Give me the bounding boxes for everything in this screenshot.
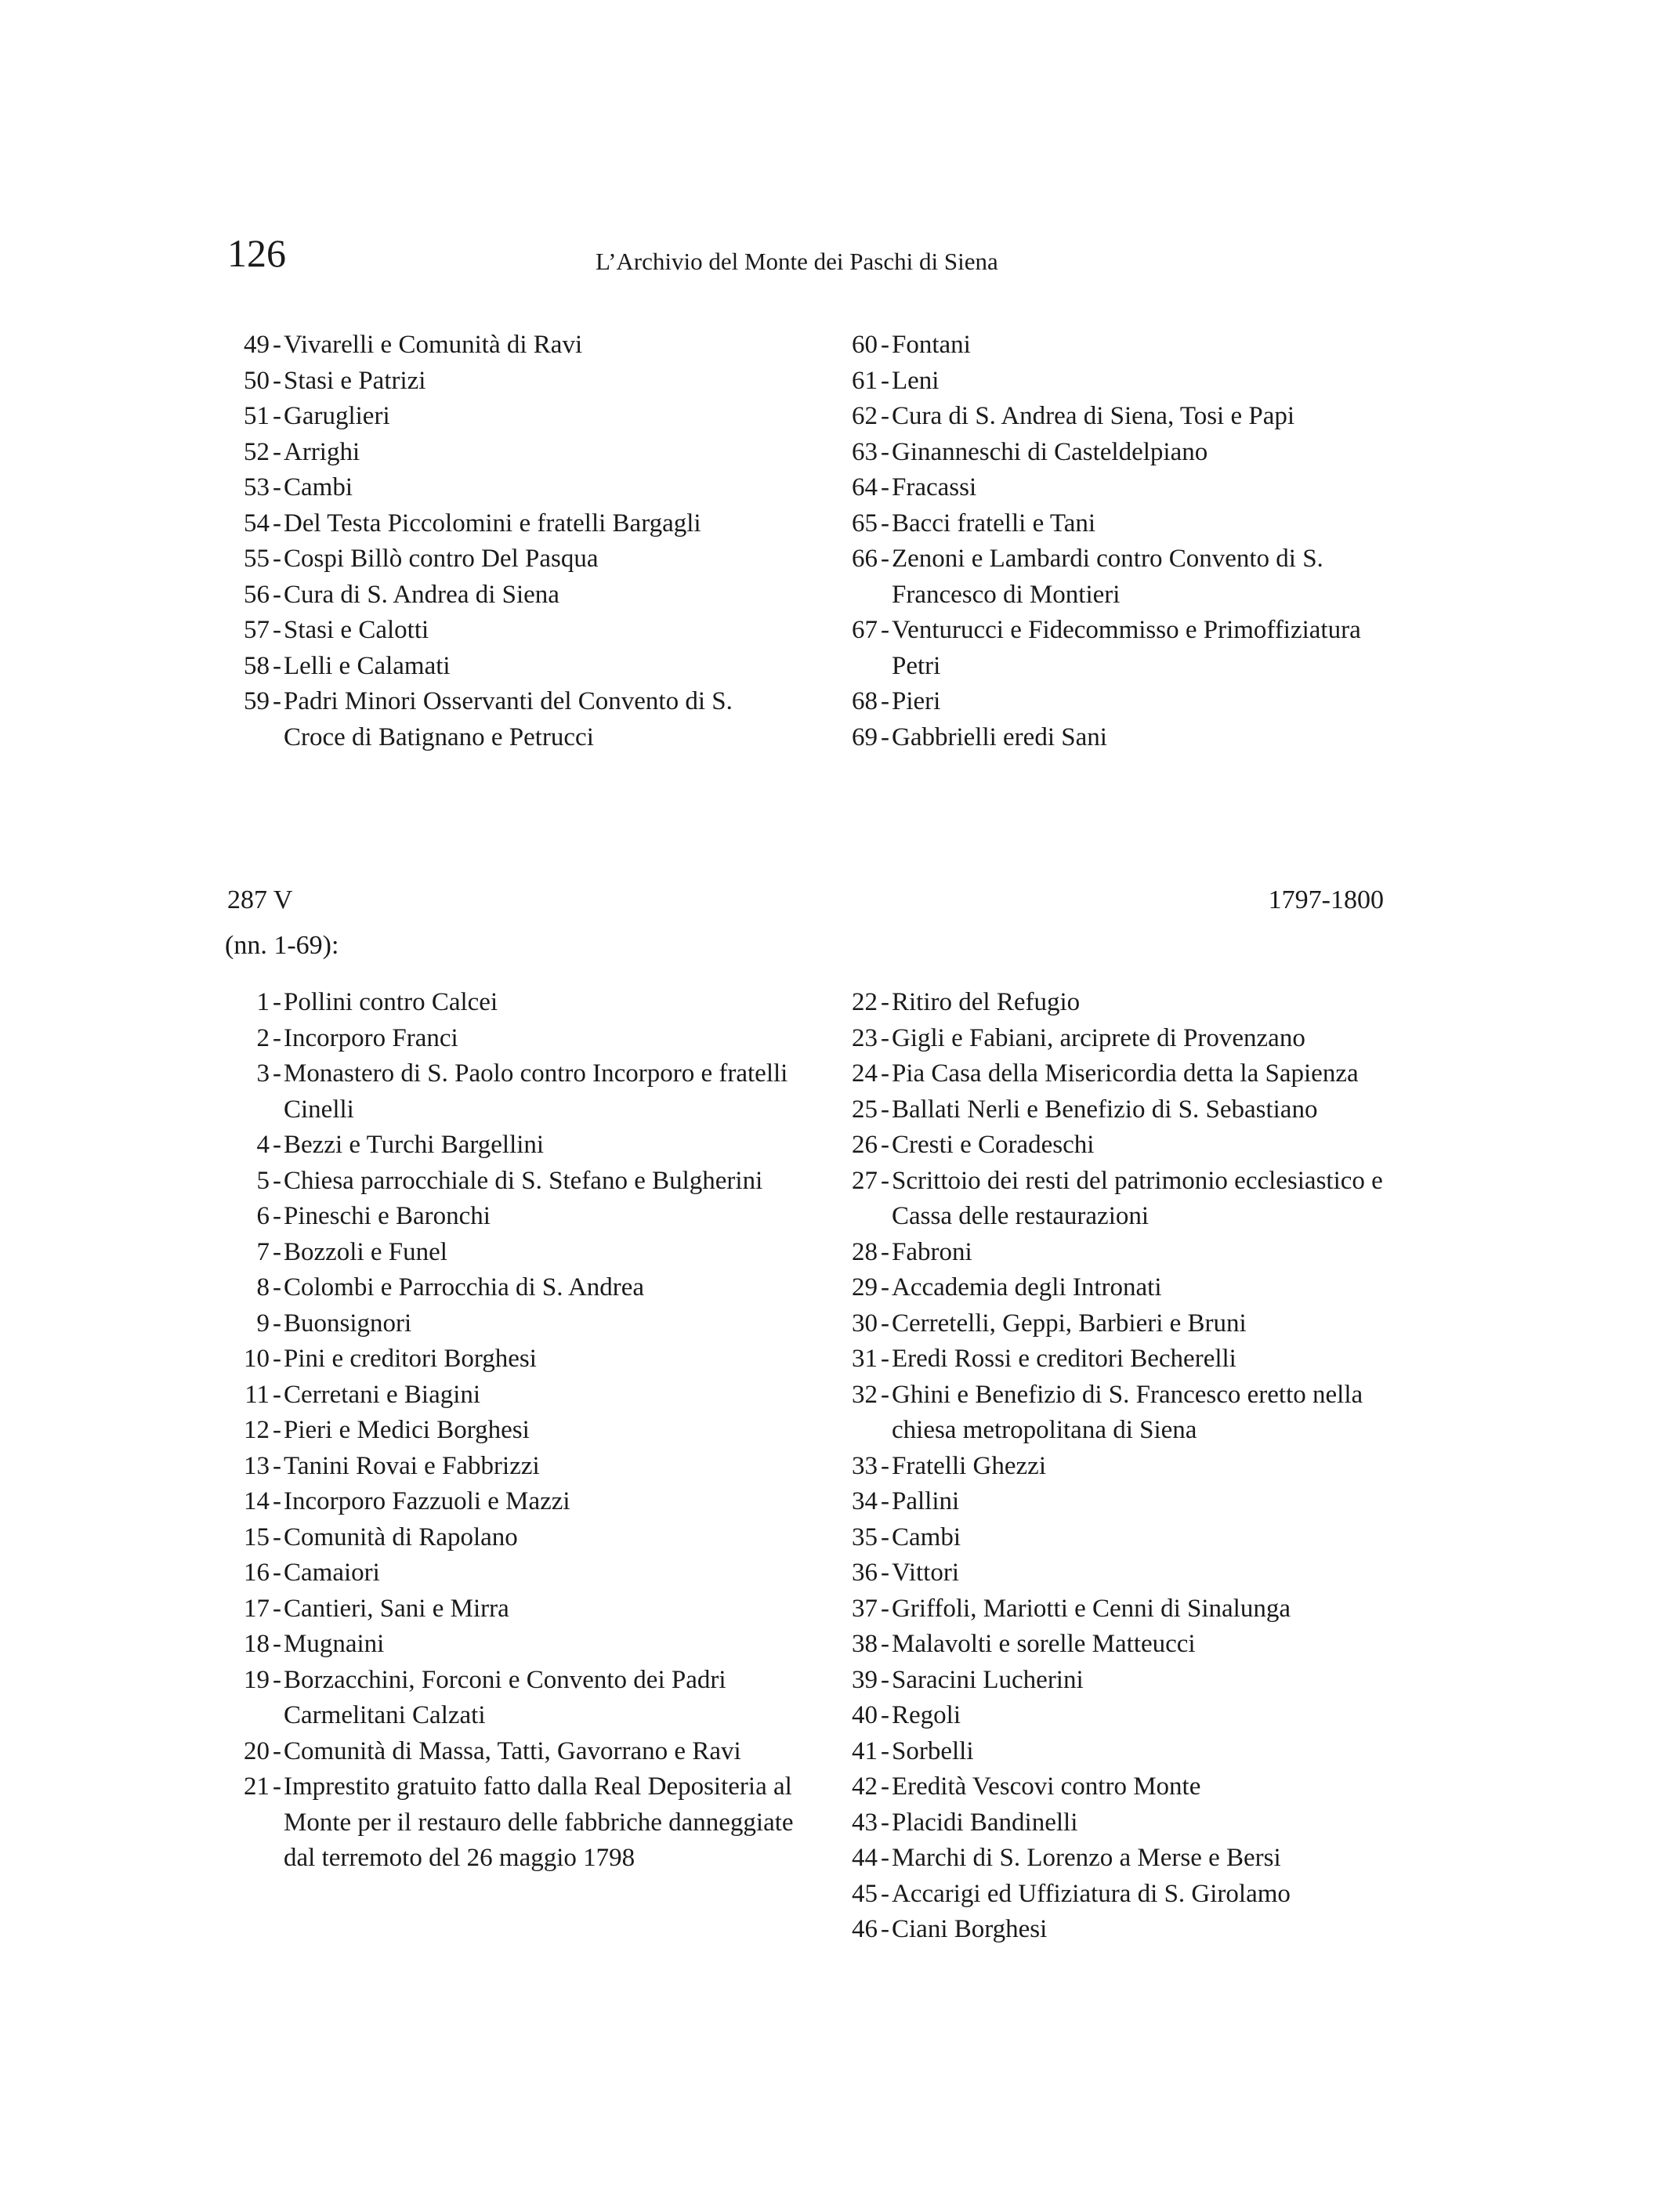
item-dash: - [881,1487,889,1515]
item-number: 17 [244,1594,270,1623]
list-item [227,1769,799,1877]
item-number: 7 [256,1237,270,1266]
list-item [227,541,799,577]
item-dash: - [273,988,281,1016]
item-dash: - [273,1059,281,1088]
item-text: Vivarelli e Comunità di Ravi [284,331,583,359]
item-number: 67 [852,616,878,644]
item-text: Lelli e Calamati [284,651,451,680]
item-text: Venturucci e Fidecommisso e Primoffiziatura Petri [892,616,1361,680]
item-dash: - [273,331,281,359]
item-text: Griffoli, Mariotti e Cenni di Sinalunga [892,1594,1291,1623]
item-text: Fabroni [892,1237,972,1266]
item-number: 27 [852,1166,878,1195]
item-text: Ginanneschi di Casteldelpiano [892,437,1208,466]
item-dash: - [273,1023,281,1052]
item-dash: - [881,722,889,751]
item-dash: - [881,1915,889,1943]
item-text: Pieri e Medici Borghesi [284,1416,530,1444]
list-item [835,1734,1415,1770]
item-number: 6 [256,1202,270,1230]
item-number: 9 [256,1309,270,1338]
item-number: 23 [852,1023,878,1052]
item-text: Cantieri, Sani e Mirra [284,1594,509,1623]
item-dash: - [881,1772,889,1801]
item-text: Colombi e Parrocchia di S. Andrea [284,1273,645,1302]
list-item [227,1021,799,1057]
item-number: 12 [244,1416,270,1444]
item-number: 21 [244,1772,270,1801]
list-item [835,1555,1415,1591]
item-number: 41 [852,1736,878,1765]
list-item [835,1270,1415,1306]
list-item [835,1341,1415,1378]
item-text: Comunità di Massa, Tatti, Gavorrano e Ravi [284,1736,741,1765]
item-dash: - [273,545,281,573]
item-number: 15 [244,1522,270,1551]
item-dash: - [881,1309,889,1338]
item-number: 46 [852,1915,878,1943]
item-dash: - [881,509,889,538]
list-item [227,470,799,506]
item-dash: - [273,1559,281,1587]
bottom-list-right-column [835,985,1415,1948]
item-text: Cambi [892,1522,961,1551]
item-dash: - [273,1202,281,1230]
item-text: Cambi [284,473,353,501]
item-text: Incorporo Franci [284,1023,458,1052]
item-number: 3 [256,1059,270,1088]
list-item [835,1449,1415,1485]
item-dash: - [273,402,281,430]
list-item [227,649,799,685]
item-text: Gabbrielli eredi Sani [892,722,1107,751]
list-item [835,1056,1415,1092]
item-number: 45 [852,1879,878,1908]
list-item [227,1341,799,1378]
list-item [835,1021,1415,1057]
item-number: 44 [852,1844,878,1872]
item-text: Fontani [892,331,971,359]
item-number: 66 [852,545,878,573]
item-text: Borzacchini, Forconi e Convento dei Padri Carmelitani Calzati [284,1665,726,1729]
list-item [835,1378,1415,1449]
item-text: Regoli [892,1701,961,1729]
item-number: 65 [852,509,878,538]
item-dash: - [273,616,281,644]
item-text: Cerretani e Biagini [284,1380,481,1409]
item-dash: - [273,1630,281,1658]
list-item [835,1306,1415,1342]
item-number: 16 [244,1559,270,1587]
bottom-list-left-column [227,985,799,1877]
item-dash: - [273,580,281,609]
item-text: Saracini Lucherini [892,1665,1084,1694]
top-list-left-column [227,328,799,755]
list-item [227,1734,799,1770]
item-dash: - [881,988,889,1016]
item-text: Tanini Rovai e Fabbrizzi [284,1451,540,1480]
item-number: 32 [852,1380,878,1409]
item-text: Pia Casa della Misericordia detta la Sapienza [892,1059,1359,1088]
item-number: 54 [244,509,270,538]
item-text: Bacci fratelli e Tani [892,509,1096,538]
top-list-right-column [835,328,1415,755]
list-item [227,1484,799,1520]
item-dash: - [881,1273,889,1302]
item-number: 22 [852,988,878,1016]
item-dash: - [273,651,281,680]
list-item [227,1520,799,1556]
item-text: Ghini e Benefizio di S. Francesco eretto nella chiesa metropolitana di Siena [892,1380,1363,1444]
item-number: 5 [256,1166,270,1195]
item-text: Pineschi e Baronchi [284,1202,491,1230]
item-dash: - [881,1630,889,1658]
list-item [835,399,1415,435]
item-text: Bezzi e Turchi Bargellini [284,1131,545,1159]
item-number: 2 [256,1023,270,1052]
list-item [835,1912,1415,1948]
item-number: 36 [852,1559,878,1587]
item-dash: - [881,1844,889,1872]
page-number: 126 [227,231,286,275]
item-dash: - [881,331,889,359]
item-text: Zenoni e Lambardi contro Convento di S. Francesco di Montieri [892,545,1323,609]
item-dash: - [881,1451,889,1480]
item-text: Placidi Bandinelli [892,1808,1078,1837]
item-text: Comunità di Rapolano [284,1522,518,1551]
item-dash: - [881,437,889,466]
item-dash: - [273,1380,281,1409]
item-dash: - [881,1131,889,1159]
list-item [227,1128,799,1164]
item-text: Arrighi [284,437,360,466]
list-item [835,1627,1415,1663]
item-dash: - [881,616,889,644]
item-text: Accarigi ed Uffiziatura di S. Girolamo [892,1879,1291,1908]
item-number: 13 [244,1451,270,1480]
item-number: 64 [852,473,878,501]
item-number: 59 [244,687,270,715]
item-text: Bozzoli e Funel [284,1237,447,1266]
item-number: 19 [244,1665,270,1694]
list-item [227,1663,799,1734]
list-item [227,1449,799,1485]
item-number: 39 [852,1665,878,1694]
item-number: 40 [852,1701,878,1729]
item-number: 1 [256,988,270,1016]
item-dash: - [881,1808,889,1837]
item-text: Buonsignori [284,1309,412,1338]
item-text: Stasi e Calotti [284,616,429,644]
list-item [835,1698,1415,1734]
list-item [227,684,799,755]
item-dash: - [881,1059,889,1088]
item-text: Eredità Vescovi contro Monte [892,1772,1201,1801]
list-item [227,1306,799,1342]
item-text: Stasi e Patrizi [284,366,426,395]
item-number: 4 [256,1131,270,1159]
item-text: Pieri [892,687,941,715]
item-text: Pallini [892,1487,960,1515]
item-text: Monastero di S. Paolo contro Incorporo e fratelli Cinelli [284,1059,788,1124]
item-text: Cresti e Coradeschi [892,1131,1095,1159]
list-item [227,985,799,1021]
item-dash: - [273,1309,281,1338]
list-item [227,1555,799,1591]
item-dash: - [881,1665,889,1694]
item-text: Del Testa Piccolomini e fratelli Bargagli [284,509,701,538]
item-number: 8 [256,1273,270,1302]
list-item [835,541,1415,613]
item-number: 30 [852,1309,878,1338]
item-number: 18 [244,1630,270,1658]
item-text: Chiesa parrocchiale di S. Stefano e Bulgherini [284,1166,763,1195]
list-item [835,1805,1415,1841]
item-dash: - [273,366,281,395]
item-number: 26 [852,1131,878,1159]
list-item [835,470,1415,506]
item-number: 60 [852,331,878,359]
item-number: 43 [852,1808,878,1837]
list-item [227,506,799,542]
list-item [835,1877,1415,1913]
item-dash: - [881,1380,889,1409]
item-text: Ballati Nerli e Benefizio di S. Sebastiano [892,1095,1318,1124]
item-number: 63 [852,437,878,466]
item-text: Ciani Borghesi [892,1915,1048,1943]
item-number: 14 [244,1487,270,1515]
item-number: 24 [852,1059,878,1088]
section-dates: 1797-1800 [1268,885,1384,914]
list-item [835,1591,1415,1627]
running-title: L’Archivio del Monte dei Paschi di Siena [596,248,998,275]
item-text: Cura di S. Andrea di Siena [284,580,559,609]
item-number: 52 [244,437,270,466]
list-item [227,1056,799,1128]
list-item [835,1520,1415,1556]
item-dash: - [881,1701,889,1729]
item-number: 55 [244,545,270,573]
item-number: 50 [244,366,270,395]
item-dash: - [881,1166,889,1195]
item-number: 38 [852,1630,878,1658]
item-dash: - [273,1273,281,1302]
item-text: Pollini contro Calcei [284,988,498,1016]
item-dash: - [881,402,889,430]
item-dash: - [881,545,889,573]
item-number: 37 [852,1594,878,1623]
item-dash: - [881,687,889,715]
list-item [835,1092,1415,1128]
list-item [835,328,1415,364]
item-dash: - [881,1345,889,1373]
item-dash: - [273,1166,281,1195]
list-item [835,1128,1415,1164]
item-text: Mugnaini [284,1630,385,1658]
item-dash: - [881,1879,889,1908]
item-text: Malavolti e sorelle Matteucci [892,1630,1196,1658]
item-number: 42 [852,1772,878,1801]
item-text: Fratelli Ghezzi [892,1451,1047,1480]
item-dash: - [273,1594,281,1623]
list-item [227,399,799,435]
list-item [835,613,1415,684]
item-dash: - [273,1451,281,1480]
list-item [835,364,1415,400]
item-dash: - [273,1131,281,1159]
item-text: Fracassi [892,473,977,501]
item-number: 49 [244,331,270,359]
item-text: Eredi Rossi e creditori Becherelli [892,1345,1236,1373]
section-id: 287 V [227,885,293,914]
item-text: Accademia degli Intronati [892,1273,1162,1302]
item-dash: - [273,1522,281,1551]
item-dash: - [881,1095,889,1124]
item-dash: - [273,473,281,501]
item-text: Pini e creditori Borghesi [284,1345,537,1373]
item-text: Ritiro del Refugio [892,988,1081,1016]
item-dash: - [881,1594,889,1623]
item-text: Vittori [892,1559,960,1587]
item-dash: - [881,1522,889,1551]
item-number: 62 [852,402,878,430]
item-text: Garuglieri [284,402,390,430]
list-item [227,435,799,471]
list-item [227,1164,799,1200]
item-dash: - [881,1559,889,1587]
list-item [227,328,799,364]
list-item [227,1627,799,1663]
item-text: Marchi di S. Lorenzo a Merse e Bersi [892,1844,1281,1872]
item-text: Imprestito gratuito fatto dalla Real Depositeria al Monte per il restauro delle fabbriche danneggiate dal terremoto del 26 maggio 1798 [284,1772,794,1872]
item-dash: - [273,437,281,466]
item-number: 28 [852,1237,878,1266]
item-text: Incorporo Fazzuoli e Mazzi [284,1487,570,1515]
item-dash: - [273,1665,281,1694]
item-text: Leni [892,366,940,395]
item-text: Cospi Billò contro Del Pasqua [284,545,599,573]
item-dash: - [881,473,889,501]
item-text: Cerretelli, Geppi, Barbieri e Bruni [892,1309,1247,1338]
item-dash: - [881,366,889,395]
list-item [835,720,1415,756]
item-number: 25 [852,1095,878,1124]
item-dash: - [273,1345,281,1373]
item-number: 20 [244,1736,270,1765]
item-dash: - [273,1237,281,1266]
item-number: 53 [244,473,270,501]
item-text: Scrittoio dei resti del patrimonio ecclesiastico e Cassa delle restaurazioni [892,1166,1383,1230]
list-item [227,1378,799,1414]
item-number: 56 [244,580,270,609]
list-item [227,613,799,649]
list-item [835,1235,1415,1271]
list-item [227,1235,799,1271]
item-dash: - [273,1736,281,1765]
list-item [835,1484,1415,1520]
item-number: 61 [852,366,878,395]
item-number: 34 [852,1487,878,1515]
item-number: 11 [244,1380,270,1409]
item-text: Padri Minori Osservanti del Convento di S. Croce di Batignano e Petrucci [284,687,733,751]
item-number: 31 [852,1345,878,1373]
list-item [835,1769,1415,1805]
list-item [835,506,1415,542]
list-item [835,1663,1415,1699]
item-number: 58 [244,651,270,680]
item-dash: - [273,1416,281,1444]
list-item [835,985,1415,1021]
item-text: Cura di S. Andrea di Siena, Tosi e Papi [892,402,1295,430]
list-item [227,1199,799,1235]
item-dash: - [881,1023,889,1052]
item-number: 33 [852,1451,878,1480]
list-item [227,1270,799,1306]
item-number: 35 [852,1522,878,1551]
list-item [835,1164,1415,1235]
list-item [835,435,1415,471]
item-dash: - [273,1772,281,1801]
item-dash: - [881,1736,889,1765]
item-number: 69 [852,722,878,751]
item-number: 51 [244,402,270,430]
item-number: 57 [244,616,270,644]
item-dash: - [881,1237,889,1266]
item-text: Camaiori [284,1559,380,1587]
list-item [835,684,1415,720]
section-range: (nn. 1-69): [225,931,339,960]
list-item [227,1413,799,1449]
item-dash: - [273,1487,281,1515]
item-number: 29 [852,1273,878,1302]
item-text: Sorbelli [892,1736,974,1765]
item-number: 10 [244,1345,270,1373]
list-item [227,577,799,614]
list-item [227,364,799,400]
item-text: Gigli e Fabiani, arciprete di Provenzano [892,1023,1305,1052]
item-dash: - [273,509,281,538]
item-number: 68 [852,687,878,715]
list-item [227,1591,799,1627]
item-dash: - [273,687,281,715]
list-item [835,1841,1415,1877]
